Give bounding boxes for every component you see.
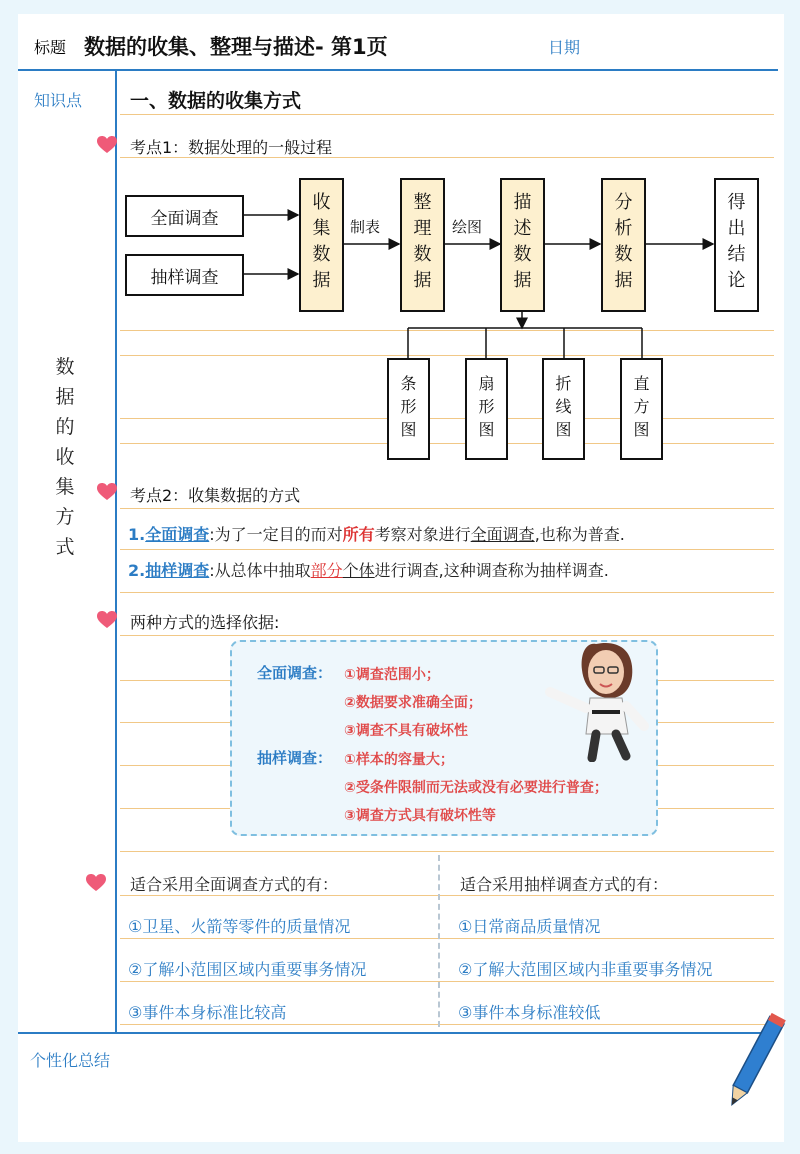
heart-icon bbox=[86, 874, 106, 892]
table-right-item: ②了解大范围区域内非重要事务情况 bbox=[458, 960, 713, 979]
selection-sample-label: 抽样调查： bbox=[257, 749, 333, 767]
table-right-item: ①日常商品质量情况 bbox=[458, 917, 601, 936]
step-organize: 整 理 数 据 bbox=[400, 178, 445, 312]
teacher-avatar bbox=[540, 622, 670, 762]
summary-label: 个性化总结 bbox=[30, 1051, 111, 1070]
chart-pie: 扇 形 图 bbox=[465, 358, 508, 460]
point1-title: 考点1：数据处理的一般过程 bbox=[130, 138, 333, 157]
title-label: 标题 bbox=[34, 38, 67, 57]
section-title: 一、数据的收集方式 bbox=[130, 90, 302, 112]
table-divider bbox=[438, 855, 440, 1027]
chart-histogram: 直 方 图 bbox=[620, 358, 663, 460]
selection-title: 两种方式的选择依据: bbox=[130, 613, 280, 632]
input-full-survey: 全面调查 bbox=[125, 195, 244, 237]
table-right-item: ③事件本身标准较低 bbox=[458, 1003, 601, 1022]
step-conclude: 得 出 结 论 bbox=[714, 178, 759, 312]
step-describe: 描 述 数 据 bbox=[500, 178, 545, 312]
page-title: 数据的收集、整理与描述- 第1页 bbox=[84, 35, 388, 59]
table-left-item: ②了解小范围区域内重要事务情况 bbox=[128, 960, 367, 979]
knowledge-label: 知识点 bbox=[34, 91, 83, 110]
definition-full-survey: 1.全面调查:为了一定目的而对所有考察对象进行全面调查,也称为普查. bbox=[128, 525, 625, 544]
definition-sample-survey: 2.抽样调查:从总体中抽取部分个体进行调查,这种调查称为抽样调查. bbox=[128, 561, 609, 580]
label-tabulate: 制表 bbox=[350, 218, 381, 236]
selection-full-item: ①调查范围小； bbox=[344, 667, 440, 683]
vertical-title: 数 据 的 收 集 方 式 bbox=[55, 356, 75, 558]
table-left-header: 适合采用全面调查方式的有： bbox=[130, 875, 339, 894]
step-analyze: 分 析 数 据 bbox=[601, 178, 646, 312]
input-sample-survey: 抽样调查 bbox=[125, 254, 244, 296]
heart-icon bbox=[97, 483, 117, 501]
selection-full-item: ③调查不具有破坏性 bbox=[344, 723, 468, 739]
selection-full-label: 全面调查： bbox=[257, 664, 333, 682]
table-left-item: ③事件本身标准比较高 bbox=[128, 1003, 287, 1022]
footer-divider bbox=[18, 1032, 778, 1034]
selection-sample-item: ②受条件限制而无法或没有必要进行普查； bbox=[344, 780, 608, 796]
heart-icon bbox=[97, 611, 117, 629]
point2-title: 考点2：收集数据的方式 bbox=[130, 486, 301, 505]
selection-sample-item: ①样本的容量大； bbox=[344, 752, 454, 768]
selection-full-item: ②数据要求准确全面； bbox=[344, 695, 482, 711]
label-draw: 绘图 bbox=[452, 218, 483, 236]
chart-line: 折 线 图 bbox=[542, 358, 585, 460]
date-label: 日期 bbox=[548, 38, 581, 57]
selection-sample-item: ③调查方式具有破坏性等 bbox=[344, 808, 496, 824]
table-left-item: ①卫星、火箭等零件的质量情况 bbox=[128, 917, 351, 936]
table-right-header: 适合采用抽样调查方式的有： bbox=[460, 875, 669, 894]
step-collect: 收 集 数 据 bbox=[299, 178, 344, 312]
chart-bar: 条 形 图 bbox=[387, 358, 430, 460]
pencil-icon bbox=[718, 1008, 788, 1118]
